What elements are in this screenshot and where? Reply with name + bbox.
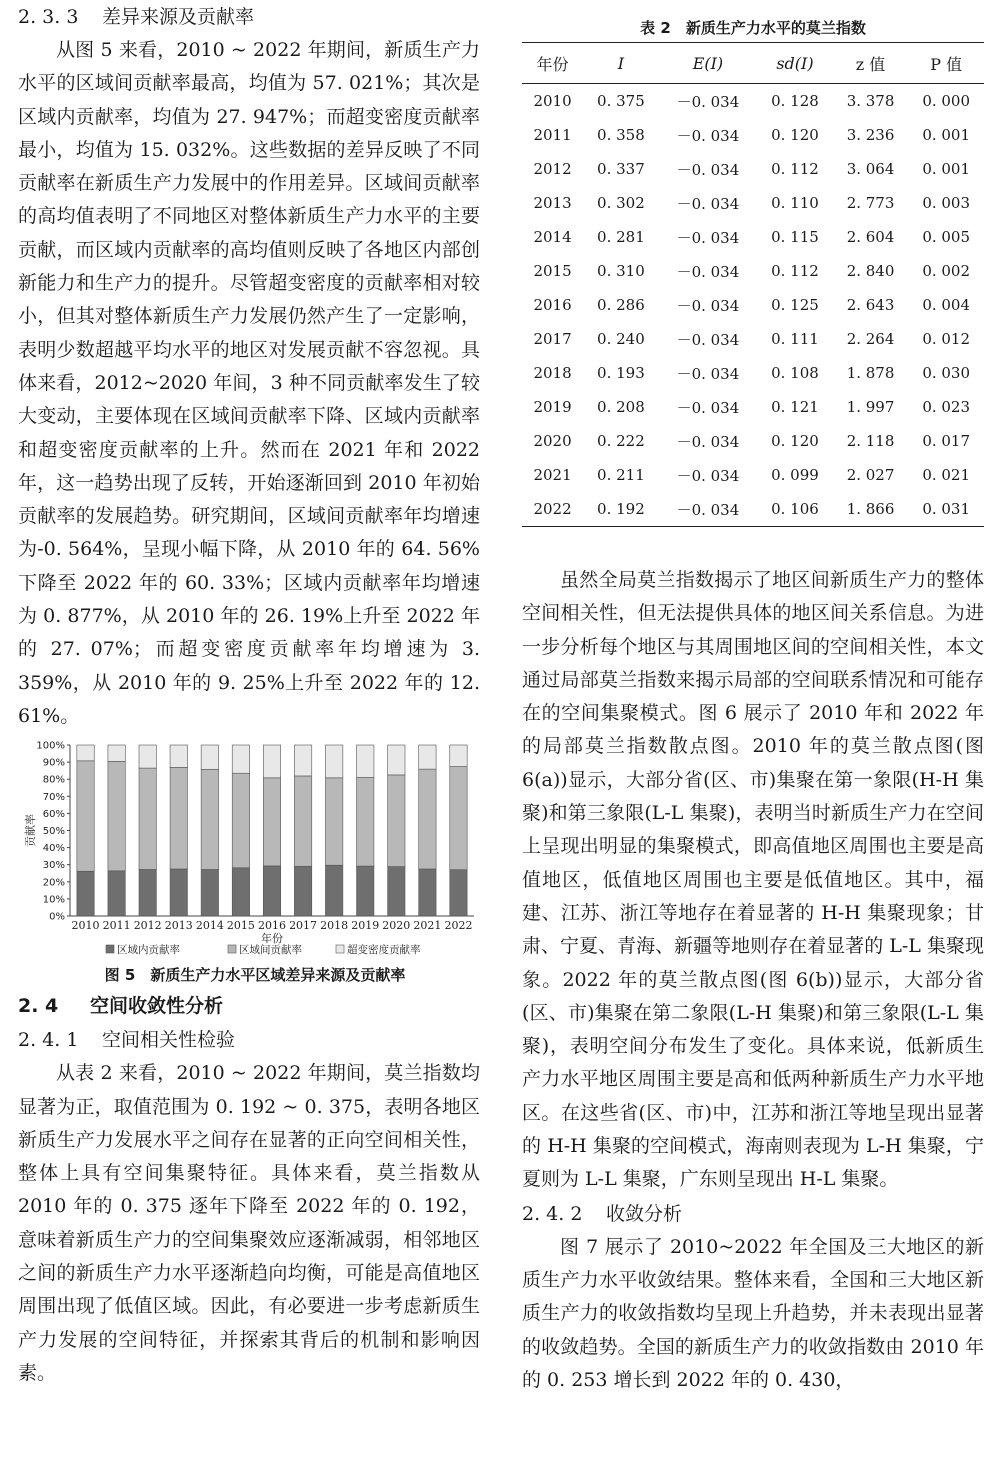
table-cell: 2019 <box>533 398 572 416</box>
table-cell: －0. 034 <box>676 296 740 315</box>
table-cell: 2. 264 <box>846 330 895 348</box>
table-cell: 2. 643 <box>846 296 895 314</box>
table-cell: －0. 034 <box>676 126 740 145</box>
table-cell: 0. 112 <box>771 160 819 178</box>
bar-segment-3 <box>108 745 125 761</box>
bar-segment-1 <box>419 869 436 916</box>
x-tick-label: 2014 <box>195 919 224 933</box>
table-cell: 0. 001 <box>922 126 971 144</box>
bar-segment-1 <box>325 865 342 916</box>
table-cell: 2016 <box>533 296 572 314</box>
table-cell: 0. 002 <box>922 262 971 280</box>
y-tick-label: 70% <box>42 792 65 804</box>
bar-segment-1 <box>357 866 374 916</box>
section-heading-2-4-2 <box>522 1197 984 1231</box>
table-cell: 0. 281 <box>597 228 645 246</box>
table-cell: 0. 000 <box>922 92 971 110</box>
table-cell: －0. 034 <box>676 228 740 247</box>
table-header-row <box>522 43 984 84</box>
bar-segment-3 <box>201 745 218 769</box>
x-tick-label: 2015 <box>226 919 255 933</box>
table-cell: 0. 375 <box>597 92 645 110</box>
table-row <box>522 84 984 119</box>
table-cell: 0. 012 <box>922 330 971 348</box>
header-z: z 值 <box>833 43 909 84</box>
bar-segment-2 <box>170 768 187 870</box>
y-tick-label: 80% <box>42 774 65 786</box>
bar-segment-1 <box>294 866 311 916</box>
table-cell: 0. 023 <box>922 398 971 416</box>
table-row <box>522 390 984 424</box>
table-cell: －0. 034 <box>676 466 740 485</box>
table-cell: －0. 034 <box>659 492 757 527</box>
bar-segment-2 <box>263 778 280 866</box>
paragraph-local-moran: 虽然全局莫兰指数揭示了地区间新质生产力的整体空间相关性，但无法提供具体的地区间关系信息。为进一步分析每个地区与其周围地区间的空间相关性，本文通过局部莫兰指数来揭示局部的空间联系情况和可能存在的空间集聚模式。图 6 展示了 2010 年和 2022 年的局部莫兰指数散点图。2010 年的莫兰散点图(图 6(a))显示，大部分省(区、市)集聚在第一象限(H-H 集聚)和第三象限(L-L 集聚)，表明当时新质生产力在空间上呈现出明显的集聚模式，即高值地区周围也主要是高值地区，低值地区周围也主要是低值地区。其中，福建、江苏、浙江等地存在着显著的 H-H 集聚现象；甘肃、宁夏、青海、新疆等地则存在着显著的 L-L 集聚现象。2022 年的莫兰散点图(图 6(b))显示，大部分省(区、市)集聚在第二象限(L-H 集聚)和第三象限(L-L 集聚)，表明空间分布发生了变化。具体来说，低新质生产力水平地区周围主要是高和低两种新质生产力水平地区。在这些省(区、市)中，江苏和浙江等地呈现出显著的 H-H 集聚的空间模式，海南则表现为 L-H 集聚，宁夏则为 L-L 集聚，广东则呈现出 H-L 集聚。 <box>522 569 984 1191</box>
y-tick-label: 100% <box>36 740 65 752</box>
table-cell: 0. 208 <box>597 398 645 416</box>
paragraph-convergence: 图 7 展示了 2010~2022 年全国及三大地区的新质生产力水平收敛结果。整体来看，全国和三大地区新质生产力的收敛指数均呈现上升趋势，并未表现出显著的收敛趋势。全国的新质生产力的收敛指数由 2010 年的 0. 253 增长到 2022 年的 0. 430， <box>522 1235 984 1391</box>
table-cell: 0. 110 <box>771 194 819 212</box>
bar-segment-3 <box>263 745 280 778</box>
table-cell: 2020 <box>533 432 572 450</box>
paragraph-spatial-correlation: 从表 2 来看，2010 ~ 2022 年期间，莫兰指数均显著为正，取值范围为 0. 192 ~ 0. 375，表明各地区新质生产力发展水平之间存在显著的正向空间相关性，整体上具有空间集聚特征。具体来看，莫兰指数从 2010 年的 0. 375 逐年下降至 2022 年的 0. 192，意味着新质生产力的空间集聚效应逐渐减弱，相邻地区之间的新质生产力水平逐渐趋向均衡，可能是高值地区周围出现了低值区域。因此，有必要进一步考虑新质生产力发展的空间特征，并探索其背后的机制和影响因素。 <box>18 1062 480 1384</box>
table-cell: 0. 120 <box>771 432 819 450</box>
table-cell: －0. 034 <box>676 398 740 417</box>
y-tick-label: 10% <box>42 894 65 906</box>
table-cell: 2011 <box>533 126 572 144</box>
figure-5-caption: 图 5 新质生产力水平区域差异来源及贡献率 <box>104 966 406 985</box>
table-cell: 0. 310 <box>597 262 645 280</box>
bar-segment-1 <box>450 870 467 916</box>
header-p: P 值 <box>908 43 984 84</box>
table-cell: 0. 112 <box>771 262 819 280</box>
section-number: 2. 4 <box>18 995 59 1018</box>
table-cell: －0. 034 <box>676 194 740 213</box>
table-cell: 2014 <box>533 228 572 246</box>
bar-segment-1 <box>201 870 218 917</box>
table-cell: 3. 064 <box>846 160 895 178</box>
table-row <box>522 288 984 322</box>
table-cell: 0. 121 <box>771 398 819 416</box>
right-column <box>522 0 984 1397</box>
table-cell: 0. 017 <box>922 432 971 450</box>
bar-segment-3 <box>139 745 156 768</box>
header-year: 年份 <box>522 43 583 84</box>
bar-segment-3 <box>388 745 405 775</box>
x-tick-label: 2011 <box>102 919 131 933</box>
bar-segment-2 <box>357 778 374 867</box>
table-cell: 2. 773 <box>846 194 895 212</box>
x-tick-label: 2022 <box>444 919 473 933</box>
bar-segment-1 <box>139 870 156 917</box>
bar-segment-2 <box>201 770 218 870</box>
table-cell: 1. 997 <box>846 398 895 416</box>
x-tick-label: 2010 <box>71 919 100 933</box>
y-tick-label: 20% <box>42 877 65 889</box>
table-cell: 0. 004 <box>922 296 971 314</box>
bar-segment-1 <box>77 871 94 916</box>
section-number: 2. 4. 2 <box>522 1202 583 1225</box>
table-cell: －0. 034 <box>676 160 740 179</box>
table-cell: 2013 <box>533 194 572 212</box>
table-cell: 2015 <box>533 262 572 280</box>
y-tick-label: 40% <box>42 843 65 855</box>
table-cell: 0. 192 <box>583 492 659 527</box>
table-cell: 0. 106 <box>757 492 833 527</box>
table-cell: 2012 <box>533 160 572 178</box>
x-axis-label: 年份 <box>261 932 283 946</box>
table-cell: 0. 337 <box>597 160 645 178</box>
paragraph-contribution: 从图 5 来看，2010 ~ 2022 年期间，新质生产力水平的区域间贡献率最高，均值为 57. 021%；其次是区域内贡献率，均值为 27. 947%；而超变密度贡献率最小，均值为 15. 032%。这些数据的差异反映了不同贡献率在新质生产力发展中的作用差异。区域间贡献率的高均值表明了不同地区对整体新质生产力水平的主要贡献，而区域内贡献率的高均值则反映了各地区内部创新能力和生产力的提升。尽管超变密度的贡献率相对较小，但其对整体新质生产力发展仍然产生了一定影响，表明少数超越平均水平的地区对发展贡献不容忽视。具体来看，2012~2020 年间，3 种不同贡献率发生了较大变动，主要体现在区域间贡献率下降、区域内贡献率和超变密度贡献率的上升。然而在 2021 年和 2022 年，这一趋势出现了反转，开始逐渐回到 2010 年初始贡献率的发展趋势。研究期间，区域间贡献率年均增速为-0. 564%，呈现小幅下降，从 2010 年的 64. 56%下降至 2022 年的 60. 33%；区域内贡献率年均增速为 0. 877%，从 2010 年的 26. 19%上升至 2022 年的 27. 07%；而超变密度贡献率年均增速为 3. 359%，从 2010 年的 9. 25%上升至 2022 年的 12. 61%。 <box>18 39 480 727</box>
table-cell: 0. 001 <box>922 160 971 178</box>
bar-segment-3 <box>77 745 94 761</box>
section-title: 收敛分析 <box>606 1202 683 1225</box>
table-cell: 0. 021 <box>922 466 971 484</box>
bar-segment-2 <box>77 761 94 871</box>
table-cell: 2. 604 <box>846 228 895 246</box>
y-axis-label: 贡献率 <box>24 814 37 848</box>
bar-segment-1 <box>263 866 280 916</box>
legend-swatch <box>106 945 114 953</box>
table-cell: 0. 128 <box>771 92 819 110</box>
x-tick-label: 2019 <box>351 919 380 933</box>
bar-segment-3 <box>325 745 342 778</box>
table-cell: 0. 115 <box>771 228 819 246</box>
table-cell: 0. 193 <box>597 364 645 382</box>
bar-segment-3 <box>170 745 187 767</box>
y-tick-label: 90% <box>42 757 65 769</box>
y-tick-label: 30% <box>42 860 65 872</box>
x-tick-label: 2020 <box>382 919 411 933</box>
bar-segment-2 <box>388 775 405 867</box>
header-ei: E(I) <box>659 43 757 84</box>
legend-swatch <box>336 945 344 953</box>
table-2-moran-index <box>522 42 984 527</box>
section-heading-2-4 <box>18 989 480 1023</box>
section-number: 2. 4. 1 <box>18 1029 79 1052</box>
bar-segment-1 <box>170 869 187 916</box>
bar-segment-3 <box>294 745 311 776</box>
table-row <box>522 186 984 220</box>
legend-label: 区域内贡献率 <box>117 944 180 957</box>
table-row <box>522 254 984 288</box>
table-cell: 0. 031 <box>908 492 984 527</box>
table-cell: 0. 111 <box>771 330 819 348</box>
bar-segment-3 <box>232 745 249 773</box>
table-cell: 3. 236 <box>846 126 895 144</box>
table-cell: 0. 003 <box>922 194 971 212</box>
x-tick-label: 2021 <box>413 919 442 933</box>
table-row <box>522 424 984 458</box>
table-2-caption: 表 2 新质生产力水平的莫兰指数 <box>640 19 866 37</box>
table-cell: 1. 878 <box>846 364 895 382</box>
table-cell: 2. 840 <box>846 262 895 280</box>
table-cell: －0. 034 <box>676 364 740 383</box>
table-cell: 0. 358 <box>597 126 645 144</box>
x-tick-label: 2016 <box>258 919 286 933</box>
x-tick-label: 2012 <box>133 919 162 933</box>
table-cell: 0. 211 <box>597 466 645 484</box>
table-cell: 2017 <box>533 330 572 348</box>
table-cell: 0. 099 <box>771 466 819 484</box>
bar-segment-2 <box>419 769 436 869</box>
table-row <box>522 356 984 390</box>
legend-label: 区域间贡献率 <box>239 944 302 957</box>
bar-segment-2 <box>232 773 249 868</box>
table-cell: －0. 034 <box>676 92 740 111</box>
bar-segment-2 <box>108 762 125 871</box>
table-cell: －0. 034 <box>676 262 740 281</box>
legend-swatch <box>228 945 236 953</box>
table-cell: 2. 118 <box>846 432 895 450</box>
table-cell: 2021 <box>533 466 572 484</box>
bar-segment-3 <box>419 745 436 769</box>
y-tick-label: 60% <box>42 809 65 821</box>
table-cell: 2. 027 <box>846 466 895 484</box>
table-cell: 0. 286 <box>597 296 645 314</box>
section-title: 空间收敛性分析 <box>90 995 224 1018</box>
bar-segment-2 <box>450 767 467 870</box>
bar-segment-3 <box>357 745 374 777</box>
table-cell: 0. 302 <box>597 194 645 212</box>
y-tick-label: 0% <box>49 911 65 923</box>
table-row <box>522 492 984 527</box>
figure-5-chart <box>18 733 480 961</box>
table-cell: 1. 866 <box>833 492 909 527</box>
left-column <box>18 0 480 1390</box>
table-cell: 0. 125 <box>771 296 819 314</box>
section-heading-2-4-1 <box>18 1023 480 1057</box>
table-cell: 2010 <box>533 92 572 110</box>
section-title: 空间相关性检验 <box>102 1029 236 1052</box>
bar-segment-2 <box>325 778 342 865</box>
table-row <box>522 322 984 356</box>
header-i: I <box>583 43 659 84</box>
table-cell: 0. 240 <box>597 330 645 348</box>
legend-label: 超变密度贡献率 <box>347 944 421 957</box>
table-cell: 0. 108 <box>771 364 819 382</box>
bar-segment-3 <box>450 745 467 767</box>
table-cell: 0. 222 <box>597 432 645 450</box>
table-cell: 2022 <box>522 492 583 527</box>
table-cell: －0. 034 <box>676 330 740 349</box>
bar-segment-1 <box>232 868 249 916</box>
table-cell: －0. 034 <box>676 432 740 451</box>
table-cell: 0. 120 <box>771 126 819 144</box>
table-row <box>522 118 984 152</box>
x-tick-label: 2013 <box>164 919 193 933</box>
section-number: 2. 3. 3 <box>18 6 79 28</box>
x-tick-label: 2017 <box>289 919 318 933</box>
section-heading-2-3-3 <box>18 0 480 34</box>
bar-segment-2 <box>139 768 156 869</box>
bar-segment-1 <box>108 871 125 916</box>
bar-segment-1 <box>388 867 405 916</box>
table-cell: 0. 005 <box>922 228 971 246</box>
table-cell: 0. 030 <box>922 364 971 382</box>
table-row <box>522 458 984 492</box>
y-tick-label: 50% <box>42 826 65 838</box>
section-title: 差异来源及贡献率 <box>102 6 255 28</box>
header-sdi: sd(I) <box>757 43 833 84</box>
table-row <box>522 220 984 254</box>
bar-segment-2 <box>294 776 311 866</box>
table-row <box>522 152 984 186</box>
table-cell: 2018 <box>533 364 572 382</box>
table-cell: 3. 378 <box>846 92 895 110</box>
x-tick-label: 2018 <box>320 919 349 933</box>
